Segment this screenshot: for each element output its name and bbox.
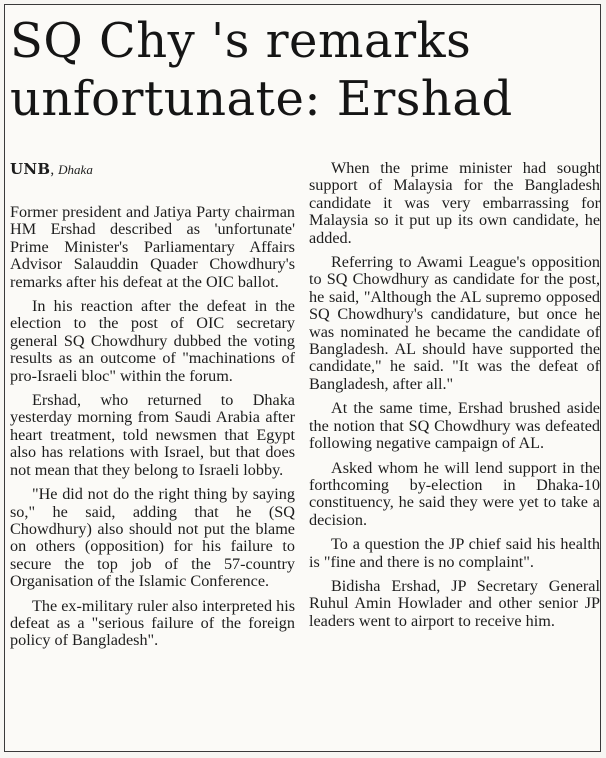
paragraph: The ex-military ruler also interpreted his defeat as a "serious failure of the foreign policy of Bangladesh". [10, 596, 295, 650]
paragraph: When the prime minister had sought support of Malaysia for the Bangladesh candidate it was very embarrassing for Malaysia so it put up its own candidate, he added. [309, 159, 600, 247]
byline-place: Dhaka [58, 162, 93, 177]
byline-agency: UNB [10, 160, 51, 178]
paragraph: At the same time, Ershad brushed aside the notion that SQ Chowdhury was defeated following negative campaign of AL. [309, 399, 600, 453]
paragraph: To a question the JP chief said his health is "fine and there is no complaint". [309, 535, 600, 571]
paragraph: In his reaction after the defeat in the election to the post of OIC secretary general SQ Chowdhury dubbed the voting results as an outcome of "machinations of pro-Israeli bloc" within the forum. [10, 297, 295, 385]
paragraph: Asked whom he will lend support in the forthcoming by-election in Dhaka-10 constituency, he said they were yet to take a decision. [309, 458, 600, 529]
column-right [309, 160, 600, 750]
byline-separator: , [50, 162, 55, 178]
byline [10, 160, 295, 179]
article-body [10, 160, 600, 750]
paragraph: "He did not do the right thing by saying so," he said, adding that he (SQ Chowdhury) also should not put the blame on others (opposition) for his failure to secure the top job of the 57-country Organisation of the Islamic Conference. [10, 485, 295, 591]
column-left [10, 160, 295, 750]
paragraph: Bidisha Ershad, JP Secretary General Ruhul Amin Howlader and other senior JP leaders went to airport to receive him. [309, 576, 600, 630]
paragraph: Referring to Awami League's opposition to SQ Chowdhury as candidate for the post, he said, "Although the AL supremo opposed SQ Chowdhury's candidature, but once he was nominated he became the candidate of Bangladesh. AL should have supported the candidate," he said. "It was the defeat of Bangladesh, after all." [309, 253, 600, 393]
paragraph: Former president and Jatiya Party chairman HM Ershad described as 'unfortunate' Prime Minister's Parliamentary Affairs Advisor Salauddin Quader Chowdhury's remarks after his defeat at the OIC ballot. [10, 203, 295, 291]
paragraph: Ershad, who returned to Dhaka yesterday morning from Saudi Arabia after heart treatment, told newsmen that Egypt also has relations with Israel, but that does not mean that they belong to Israeli lobby. [10, 391, 295, 479]
headline: SQ Chy 's remarks unfortunate: Ershad [10, 13, 513, 127]
